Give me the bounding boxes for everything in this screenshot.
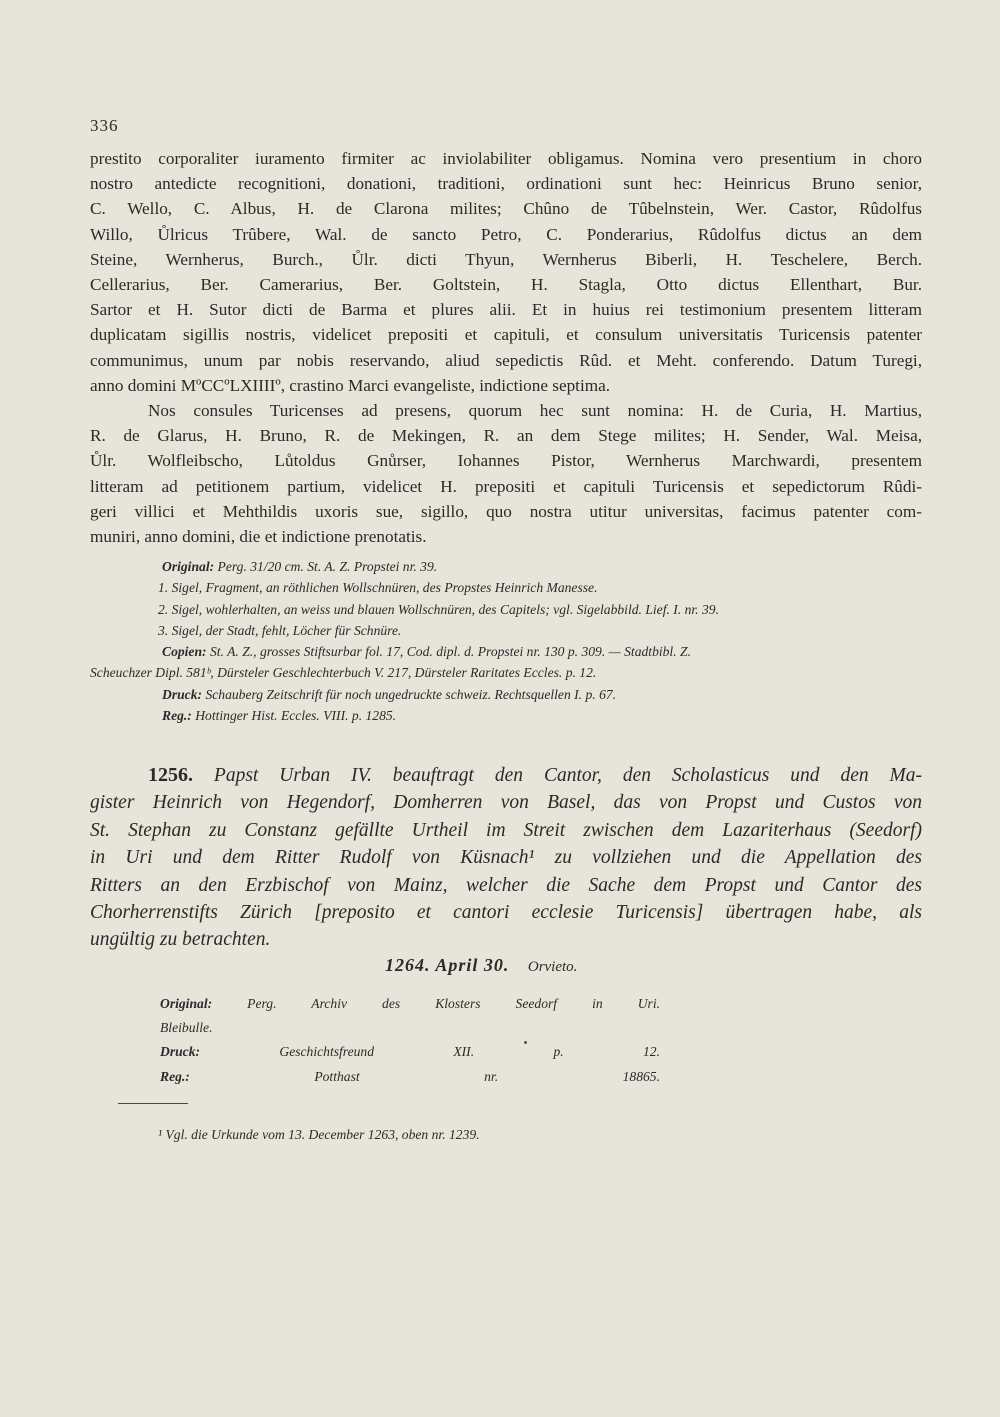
- note-text: 2. Sigel, wohlerhalten, an weiss und blauen Wollschnüren, des Capitels; vgl. Sigelabbild. Lief. I. nr. 39.: [158, 601, 719, 617]
- note-line: [160, 1040, 660, 1064]
- heading-text: Papst Urban IV. beauftragt den Cantor, den Scholasticus und den Ma-: [213, 765, 922, 786]
- heading-line: [90, 817, 922, 844]
- text-line: communimus, unum par nobis reservando, aliud sepedictis Rûd. et Meht. conferendo. Datum Turegi,: [90, 350, 922, 370]
- text-line: geri villici et Mehthildis uxoris sue, sigillo, quo nostra utitur universitas, facimus patenter com-: [90, 501, 922, 521]
- note-text: Geschichtsfreund XII. p. 12.: [279, 1044, 660, 1060]
- heading-line: [90, 926, 922, 953]
- note-text: Schauberg Zeitschrift für noch ungedruckte schweiz. Rechtsquellen I. p. 67.: [205, 686, 617, 702]
- document-heading: [90, 762, 922, 954]
- heading-text: St. Stephan zu Constanz gefällte Urtheil im Streit zwischen dem Lazariterhaus (Seedorf): [90, 819, 922, 841]
- note-label: Original:: [160, 996, 213, 1011]
- note-line: [90, 599, 922, 620]
- heading-text: in Uri und dem Ritter Rudolf von Küsnach¹ zu vollziehen und die Appellation des: [90, 847, 922, 869]
- note-label: Reg.:: [162, 708, 192, 724]
- heading-line: [90, 844, 922, 871]
- text-line: R. de Glarus, H. Bruno, R. de Mekingen, R. an dem Stege milites; H. Sender, Wal. Meisa,: [90, 426, 922, 446]
- heading-line: [90, 789, 922, 816]
- text-line: Cellerarius, Ber. Camerarius, Ber. Goltstein, H. Stagla, Otto dictus Ellenthart, Bur.: [90, 275, 922, 295]
- source-notes-2: [160, 992, 660, 1089]
- note-label: Copien:: [162, 644, 207, 660]
- note-text: 1. Sigel, Fragment, an röthlichen Wollschnüren, des Propstes Heinrich Manesse.: [158, 580, 598, 596]
- note-line: [160, 992, 660, 1016]
- heading-text: gister Heinrich von Hegendorf, Domherren von Basel, das von Propst und Custos von: [90, 792, 922, 814]
- note-text: Perg. Archiv des Klosters Seedorf in Uri.: [247, 996, 661, 1011]
- footnote-rule: [118, 1103, 188, 1104]
- note-label: Reg.:: [160, 1068, 190, 1084]
- note-text: Potthast nr. 18865.: [314, 1068, 660, 1084]
- note-label: Druck:: [160, 1044, 201, 1060]
- text-line: Nos consules Turicenses ad presens, quorum hec sunt nomina: H. de Curia, H. Martius,: [148, 401, 922, 421]
- text-line: anno domini MºCCºLXIIIIº, crastino Marci evangeliste, indictione septima.: [90, 375, 611, 395]
- note-text: Hottinger Hist. Eccles. VIII. p. 1285.: [195, 708, 397, 724]
- date-text: 1264. April 30.: [385, 955, 510, 975]
- note-text: Bleibulle.: [160, 1020, 213, 1036]
- heading-line: [90, 762, 922, 789]
- heading-text: ungültig zu betrachten.: [90, 929, 271, 951]
- text-line: Ůlr. Wolfleibscho, Lůtoldus Gnůrser, Iohannes Pistor, Wernherus Marchwardi, presentem: [90, 451, 922, 471]
- note-line: [160, 1065, 660, 1089]
- main-text: [90, 146, 922, 549]
- source-notes: [90, 556, 922, 726]
- text-line: prestito corporaliter iuramento firmiter ac inviolabiliter obligamus. Nomina vero presentium in choro: [90, 149, 922, 168]
- note-line: [90, 662, 922, 683]
- text-line: Willo, Ůlricus Trûbere, Wal. de sancto Petro, C. Ponderarius, Rûdolfus dictus an dem: [90, 224, 922, 244]
- note-line: [90, 577, 922, 598]
- text-line: C. Wello, C. Albus, H. de Clarona milites; Chûno de Tûbelnstein, Wer. Castor, Rûdolfus: [90, 199, 922, 219]
- heading-line: [90, 899, 922, 926]
- note-label: Original:: [162, 559, 215, 574]
- note-line: [90, 620, 922, 641]
- text-line: nostro antedicte recognitioni, donationi, traditioni, ordinationi sunt hec: Heinricus Bruno senior,: [90, 174, 922, 194]
- note-label: Druck:: [162, 686, 203, 702]
- heading-text: Chorherrenstifts Zürich [preposito et cantori ecclesie Turicensis] übertragen habe, als: [90, 902, 922, 924]
- footnote: ¹ Vgl. die Urkunde vom 13. December 1263, oben nr. 1239.: [158, 1127, 480, 1142]
- text-line: litteram ad petitionem partium, videlicet H. prepositi et capituli Turicensis et sepedictorum Rûdi-: [90, 476, 922, 496]
- note-text: Perg. 31/20 cm. St. A. Z. Propstei nr. 39.: [217, 559, 438, 574]
- page-number: 336: [90, 116, 119, 135]
- place-text: Orvieto.: [527, 959, 578, 975]
- document-date: [385, 955, 577, 976]
- heading-line: [90, 872, 922, 899]
- note-line: [90, 684, 922, 705]
- note-line: [90, 705, 922, 726]
- document-number: 1256.: [148, 764, 193, 786]
- note-line: [90, 641, 922, 662]
- ink-speck: [524, 1041, 527, 1044]
- note-line: [160, 1016, 660, 1040]
- heading-text: Ritters an den Erzbischof von Mainz, welcher die Sache dem Propst und Cantor des: [90, 874, 922, 896]
- note-text: Scheuchzer Dipl. 581ᵇ, Dürsteler Geschlechterbuch V. 217, Dürsteler Raritates Eccles. p. 12.: [90, 665, 597, 681]
- note-line: [90, 556, 922, 577]
- text-line: duplicatam sigillis nostris, videlicet prepositi et capituli, et consulum universitatis Turicensis patenter: [90, 325, 922, 345]
- text-line: muniri, anno domini, die et indictione prenotatis.: [90, 527, 427, 547]
- text-line: Steine, Wernherus, Burch., Ůlr. dicti Thyun, Wernherus Biberli, H. Teschelere, Berch.: [90, 249, 922, 269]
- note-text: St. A. Z., grosses Stiftsurbar fol. 17, Cod. dipl. d. Propstei nr. 130 p. 309. — Stadtbibl. Z.: [209, 644, 691, 660]
- text-line: Sartor et H. Sutor dicti de Barma et plures alii. Et in huius rei testimonium presentem litteram: [90, 300, 922, 320]
- note-text: 3. Sigel, der Stadt, fehlt, Löcher für Schnüre.: [158, 622, 402, 638]
